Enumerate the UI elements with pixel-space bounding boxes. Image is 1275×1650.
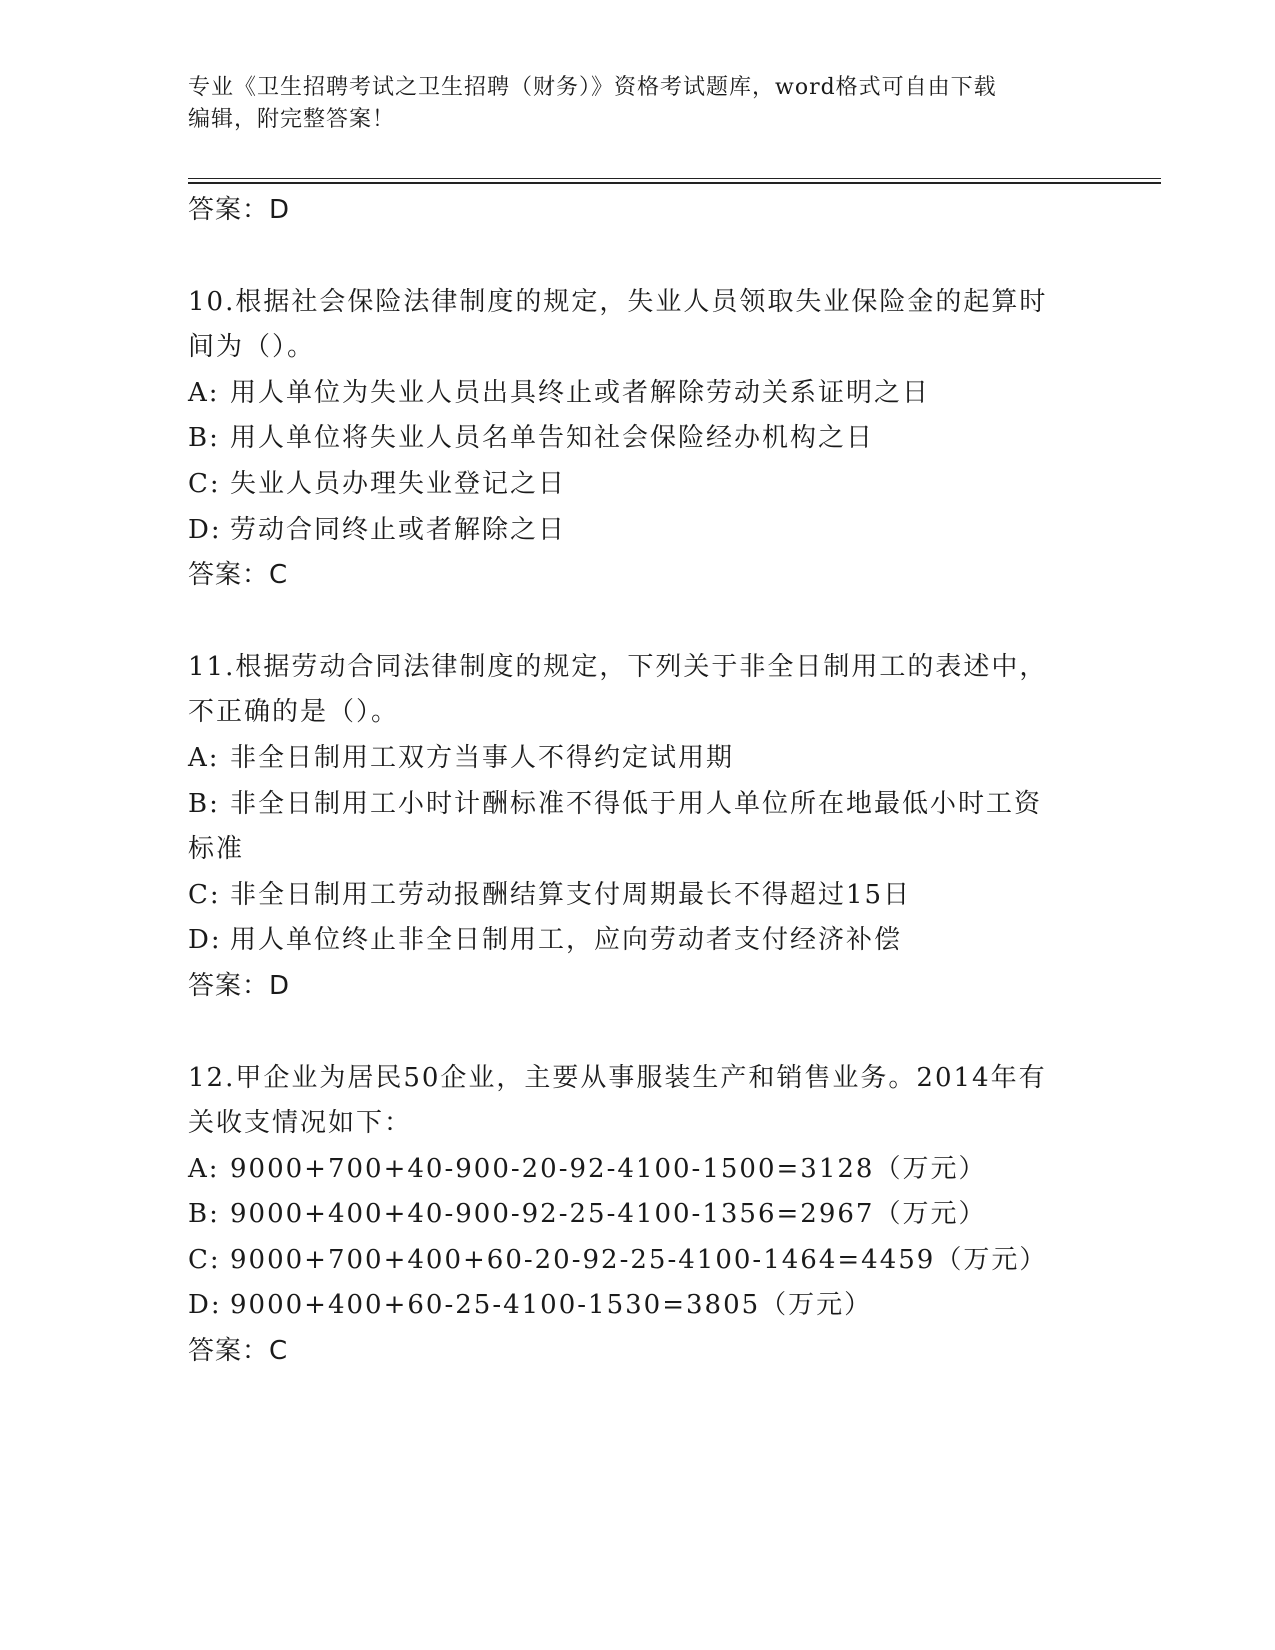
- option-d: [188, 1283, 1088, 1329]
- option-c: [188, 873, 1088, 919]
- option-b: [188, 1192, 1088, 1238]
- question-12: [188, 1056, 1088, 1375]
- option-c: [188, 1238, 1088, 1284]
- question-stem: 不正确的是（）。: [188, 697, 400, 728]
- question-11: [188, 645, 1088, 1010]
- option-key: C:: [188, 468, 221, 499]
- option-key: D:: [188, 925, 222, 956]
- option-a: [188, 736, 1088, 782]
- option-key: A:: [188, 1153, 220, 1184]
- spacer: [188, 1010, 1088, 1056]
- option-key: A:: [188, 742, 220, 773]
- question-stem: 10.根据社会保险法律制度的规定，失业人员领取失业保险金的起算时: [188, 286, 1048, 317]
- option-text: 非全日制用工双方当事人不得约定试用期: [230, 742, 735, 773]
- option-key: A:: [188, 377, 220, 408]
- header-line-2: 编辑，附完整答案！: [188, 107, 396, 132]
- question-stem: 11.根据劳动合同法律制度的规定，下列关于非全日制用工的表述中，: [188, 651, 1048, 682]
- option-text: 9000+400+60-25-4100-1530=3805（万元）: [230, 1290, 873, 1321]
- option-b: [188, 416, 1088, 462]
- answer: 答案：D: [188, 970, 291, 1001]
- option-c: [188, 462, 1088, 508]
- option-text: 用人单位为失业人员出具终止或者解除劳动关系证明之日: [230, 377, 931, 408]
- option-key: D:: [188, 1290, 222, 1321]
- question-stem: 关收支情况如下：: [188, 1108, 413, 1139]
- previous-answer: 答案：D: [188, 195, 291, 225]
- question-stem: 间为（）。: [188, 332, 316, 363]
- question-list: [188, 188, 1088, 1375]
- header-line-1: 专业《卫生招聘考试之卫生招聘（财务）》资格考试题库，word格式可自由下载: [188, 75, 997, 100]
- answer: 答案：C: [188, 560, 289, 591]
- option-key: C:: [188, 879, 221, 910]
- option-b: [188, 782, 1088, 828]
- question-stem: 12.甲企业为居民50企业，主要从事服装生产和销售业务。2014年有: [188, 1062, 1047, 1093]
- question-10: [188, 280, 1088, 599]
- option-key: D:: [188, 514, 222, 545]
- option-text: 失业人员办理失业登记之日: [230, 468, 567, 499]
- option-key: B:: [188, 788, 220, 819]
- option-a: [188, 1147, 1088, 1193]
- option-b-continued: 标准: [188, 834, 245, 865]
- option-text: 9000+400+40-900-92-25-4100-1356=2967（万元）: [230, 1199, 987, 1230]
- option-text: 非全日制用工劳动报酬结算支付周期最长不得超过15日: [230, 879, 912, 910]
- option-text: 非全日制用工小时计酬标准不得低于用人单位所在地最低小时工资: [230, 788, 1043, 819]
- option-text: 9000+700+400+60-20-92-25-4100-1464=4459（万元）: [230, 1244, 1048, 1275]
- option-text: 用人单位将失业人员名单告知社会保险经办机构之日: [230, 423, 875, 454]
- spacer: [188, 599, 1088, 645]
- option-key: C:: [188, 1244, 221, 1275]
- option-d: [188, 918, 1088, 964]
- option-key: B:: [188, 1199, 220, 1230]
- option-a: [188, 371, 1088, 417]
- option-text: 用人单位终止非全日制用工，应向劳动者支付经济补偿: [230, 925, 903, 956]
- answer: 答案：C: [188, 1336, 289, 1367]
- option-text: 9000+700+40-900-20-92-4100-1500=3128（万元）: [230, 1153, 987, 1184]
- document-header: [188, 72, 1088, 136]
- option-key: B:: [188, 423, 220, 454]
- header-divider-thin: [188, 178, 1161, 179]
- spacer: [188, 234, 1088, 280]
- option-text: 劳动合同终止或者解除之日: [230, 514, 567, 545]
- option-d: [188, 508, 1088, 554]
- header-divider-thick: [188, 182, 1161, 184]
